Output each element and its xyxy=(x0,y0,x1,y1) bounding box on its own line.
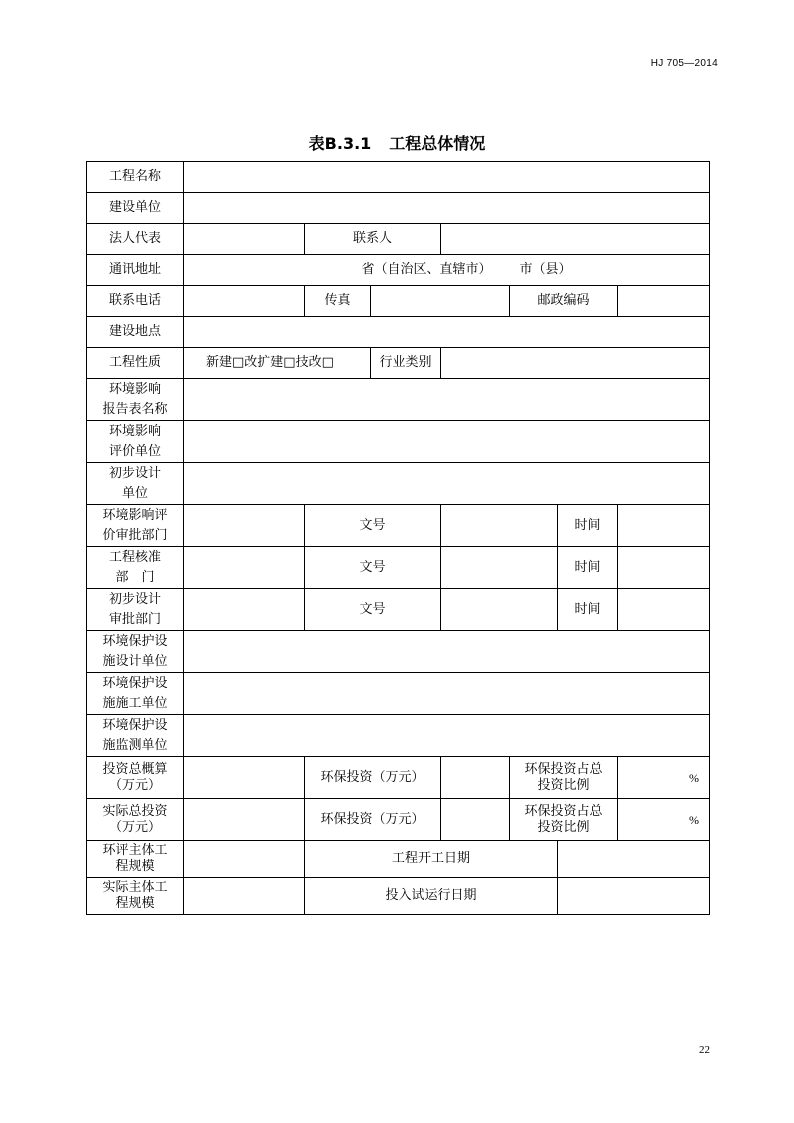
field-legal-rep[interactable] xyxy=(184,224,305,255)
field-actual-env-investment[interactable] xyxy=(441,799,510,841)
field-env-design-unit[interactable] xyxy=(184,631,710,673)
label-doc-no: 文号 xyxy=(305,505,441,547)
row-actual-investment xyxy=(87,799,710,841)
label-env-monitor-unit: 环境保护设 施监测单位 xyxy=(87,715,184,757)
project-overview-table xyxy=(86,161,710,915)
address-province: 省（自治区、直辖市） xyxy=(361,262,492,277)
label-env-investment: 环保投资（万元） xyxy=(305,757,441,799)
row-site xyxy=(87,317,710,348)
field-project-name[interactable] xyxy=(184,162,710,193)
label-project-nature: 工程性质 xyxy=(87,348,184,379)
label-approval-dept: 工程核准 部 门 xyxy=(87,547,184,589)
label-eia-report-name: 环境影响 报告表名称 xyxy=(87,379,184,421)
address-city: 市（县） xyxy=(519,262,572,277)
field-phone[interactable] xyxy=(184,286,305,317)
row-approval-dept xyxy=(87,547,710,589)
page-number: 22 xyxy=(699,1044,710,1056)
field-approval-doc-no[interactable] xyxy=(441,547,558,589)
field-start-date[interactable] xyxy=(558,841,710,878)
row-phone xyxy=(87,286,710,317)
field-env-construct-unit[interactable] xyxy=(184,673,710,715)
row-budget xyxy=(87,757,710,799)
label-phone: 联系电话 xyxy=(87,286,184,317)
row-construction-unit xyxy=(87,193,710,224)
label-address: 通讯地址 xyxy=(87,255,184,286)
label-time: 时间 xyxy=(558,589,618,631)
label-env-investment: 环保投资（万元） xyxy=(305,799,441,841)
label-trial-date: 投入试运行日期 xyxy=(305,878,558,915)
field-trial-date[interactable] xyxy=(558,878,710,915)
field-budget-total[interactable] xyxy=(184,757,305,799)
row-legal-rep xyxy=(87,224,710,255)
field-budget-env-investment[interactable] xyxy=(441,757,510,799)
field-design-approval-dept[interactable] xyxy=(184,589,305,631)
table-title xyxy=(0,131,794,154)
field-eia-approval-dept[interactable] xyxy=(184,505,305,547)
label-industry: 行业类别 xyxy=(371,348,441,379)
label-actual-scale: 实际主体工 程规模 xyxy=(87,878,184,915)
label-fax: 传真 xyxy=(305,286,371,317)
label-env-design-unit: 环境保护设 施设计单位 xyxy=(87,631,184,673)
field-prelim-design-unit[interactable] xyxy=(184,463,710,505)
label-eia-approval-dept: 环境影响评 价审批部门 xyxy=(87,505,184,547)
field-approval-time[interactable] xyxy=(618,547,710,589)
label-env-ratio: 环保投资占总 投资比例 xyxy=(510,757,618,799)
label-time: 时间 xyxy=(558,505,618,547)
row-project-name xyxy=(87,162,710,193)
row-design-approval xyxy=(87,589,710,631)
label-start-date: 工程开工日期 xyxy=(305,841,558,878)
label-doc-no: 文号 xyxy=(305,589,441,631)
label-budget-total: 投资总概算 （万元） xyxy=(87,757,184,799)
row-eia-report-name xyxy=(87,379,710,421)
row-eia-unit xyxy=(87,421,710,463)
label-design-approval-dept: 初步设计 审批部门 xyxy=(87,589,184,631)
field-eia-scale[interactable] xyxy=(184,841,305,878)
field-eia-time[interactable] xyxy=(618,505,710,547)
nature-checkboxes[interactable]: 新建□改扩建□技改□ xyxy=(184,348,371,379)
field-actual-env-ratio[interactable]: % xyxy=(618,799,710,841)
label-doc-no: 文号 xyxy=(305,547,441,589)
field-construction-unit[interactable] xyxy=(184,193,710,224)
field-budget-env-ratio[interactable]: % xyxy=(618,757,710,799)
row-env-construct-unit xyxy=(87,673,710,715)
row-env-monitor-unit xyxy=(87,715,710,757)
field-approval-dept[interactable] xyxy=(184,547,305,589)
field-eia-doc-no[interactable] xyxy=(441,505,558,547)
field-industry[interactable] xyxy=(441,348,710,379)
field-eia-report-name[interactable] xyxy=(184,379,710,421)
label-contact-person: 联系人 xyxy=(305,224,441,255)
table-number: 表B.3.1 xyxy=(308,134,372,153)
standard-code: HJ 705—2014 xyxy=(650,58,718,69)
row-actual-scale xyxy=(87,878,710,915)
row-project-nature xyxy=(87,348,710,379)
field-design-doc-no[interactable] xyxy=(441,589,558,631)
field-actual-scale[interactable] xyxy=(184,878,305,915)
table-title-text: 工程总体情况 xyxy=(389,134,486,153)
field-fax[interactable] xyxy=(371,286,510,317)
field-design-time[interactable] xyxy=(618,589,710,631)
field-eia-unit[interactable] xyxy=(184,421,710,463)
label-postcode: 邮政编码 xyxy=(510,286,618,317)
label-project-name: 工程名称 xyxy=(87,162,184,193)
field-contact-person[interactable] xyxy=(441,224,710,255)
label-construction-unit: 建设单位 xyxy=(87,193,184,224)
field-env-monitor-unit[interactable] xyxy=(184,715,710,757)
row-prelim-design-unit xyxy=(87,463,710,505)
row-env-design-unit xyxy=(87,631,710,673)
field-address[interactable] xyxy=(184,255,710,286)
field-actual-total[interactable] xyxy=(184,799,305,841)
field-postcode[interactable] xyxy=(618,286,710,317)
row-address xyxy=(87,255,710,286)
field-site[interactable] xyxy=(184,317,710,348)
label-env-ratio: 环保投资占总 投资比例 xyxy=(510,799,618,841)
row-eia-approval xyxy=(87,505,710,547)
label-eia-scale: 环评主体工 程规模 xyxy=(87,841,184,878)
label-site: 建设地点 xyxy=(87,317,184,348)
label-env-construct-unit: 环境保护设 施施工单位 xyxy=(87,673,184,715)
label-eia-unit: 环境影响 评价单位 xyxy=(87,421,184,463)
label-actual-total: 实际总投资 （万元） xyxy=(87,799,184,841)
row-eia-scale xyxy=(87,841,710,878)
label-time: 时间 xyxy=(558,547,618,589)
label-legal-rep: 法人代表 xyxy=(87,224,184,255)
label-prelim-design-unit: 初步设计 单位 xyxy=(87,463,184,505)
